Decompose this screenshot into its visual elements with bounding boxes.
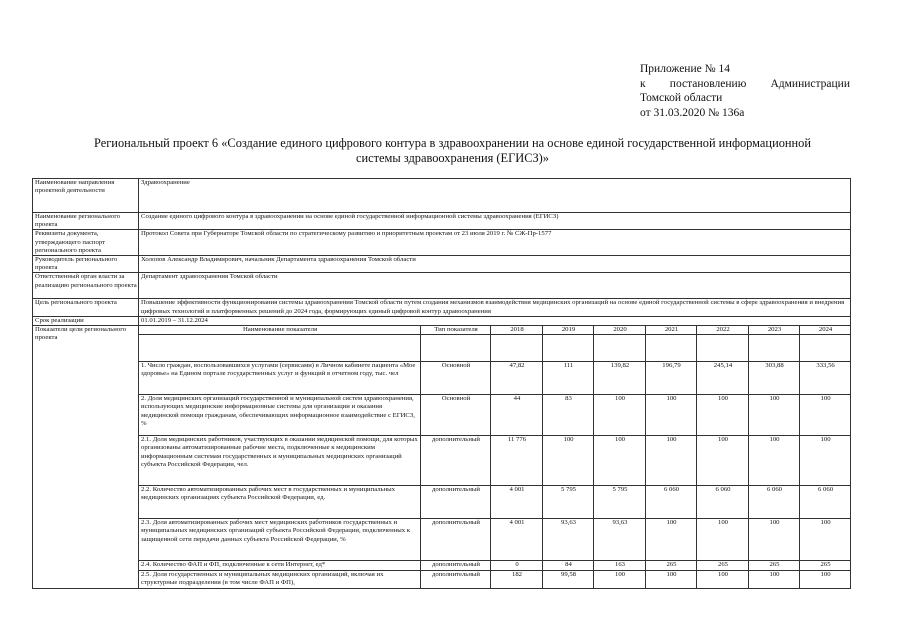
indicator-name: 2.3. Доля автоматизированных рабочих мест медицинских работников государственных и муниципальных медицинских организаций субъекта Российской Федерации, подключенных к защищенной сети передачи данных субъекта Российской Федерации, % bbox=[139, 519, 421, 561]
indicator-value: 100 bbox=[543, 436, 594, 486]
indicator-value: 265 bbox=[646, 561, 697, 571]
indicator-value: 6 060 bbox=[697, 486, 749, 519]
indicator-value: 93,63 bbox=[543, 519, 594, 561]
indicator-value: 47,82 bbox=[491, 362, 543, 395]
passport-row bbox=[33, 316, 851, 325]
year-header: 2020 bbox=[594, 326, 646, 335]
appendix-word-k: к bbox=[640, 77, 646, 90]
indicator-value: 84 bbox=[543, 561, 594, 571]
passport-row-label: Ответственный орган власти за реализацию регионального проекта bbox=[33, 273, 139, 299]
indicator-name: 2. Доля медицинских организаций государственной и муниципальной систем здравоохранения, использующих медицинские информационные системы для организации и оказания медицинской помощи гражданам, обеспечивающих информационное взаимодействие с ЕГИСЗ, % bbox=[139, 395, 421, 436]
passport-row-value: Создание единого цифрового контура в здравоохранении на основе единой государственной информационной системы здравоохранения (ЕГИСЗ) bbox=[139, 213, 851, 230]
indicator-value: 100 bbox=[800, 436, 851, 486]
appendix-word-administration: Администрации bbox=[770, 77, 850, 90]
empty-cell bbox=[421, 335, 491, 362]
passport-row-value: Холопов Александр Владимирович, начальник Департамента здравоохранения Томской области bbox=[139, 256, 851, 273]
indicator-type: дополнительный bbox=[421, 436, 491, 486]
document-title-line-2: системы здравоохранения (ЕГИСЗ)» bbox=[355, 151, 549, 165]
indicator-value: 111 bbox=[543, 362, 594, 395]
indicator-type: дополнительный bbox=[421, 571, 491, 589]
passport-row-label: Наименование направления проектной деятельности bbox=[33, 179, 139, 213]
passport-row bbox=[33, 213, 851, 230]
indicator-value: 100 bbox=[697, 436, 749, 486]
indicator-type: дополнительный bbox=[421, 561, 491, 571]
indicator-value: 99,58 bbox=[543, 571, 594, 589]
indicator-value: 100 bbox=[594, 436, 646, 486]
indicator-value: 163 bbox=[594, 561, 646, 571]
indicator-value: 5 795 bbox=[543, 486, 594, 519]
indicator-value: 100 bbox=[646, 395, 697, 436]
year-header: 2023 bbox=[749, 326, 800, 335]
indicator-type: дополнительный bbox=[421, 486, 491, 519]
indicator-value: 265 bbox=[800, 561, 851, 571]
indicator-value: 100 bbox=[594, 571, 646, 589]
indicator-row bbox=[33, 519, 851, 561]
indicator-value: 100 bbox=[800, 571, 851, 589]
year-header: 2019 bbox=[543, 326, 594, 335]
indicator-value: 11 776 bbox=[491, 436, 543, 486]
indicator-value: 93,63 bbox=[594, 519, 646, 561]
indicator-name: 2.2. Количество автоматизированных рабочих мест в государственных и муниципальных медицинских организациях субъекта Российской Федерации, ед. bbox=[139, 486, 421, 519]
appendix-number: Приложение № 14 bbox=[640, 63, 730, 75]
empty-cell bbox=[594, 335, 646, 362]
appendix-word-resolution: постановлению bbox=[669, 77, 747, 90]
indicator-value: 83 bbox=[543, 395, 594, 436]
passport-row bbox=[33, 230, 851, 256]
passport-row bbox=[33, 179, 851, 213]
indicator-value: 6 060 bbox=[749, 486, 800, 519]
empty-cell bbox=[646, 335, 697, 362]
year-header: 2021 bbox=[646, 326, 697, 335]
indicators-section-label: Показатели цели регионального проекта bbox=[33, 326, 139, 589]
indicator-value: 182 bbox=[491, 571, 543, 589]
indicator-row bbox=[33, 561, 851, 571]
year-header: 2022 bbox=[697, 326, 749, 335]
indicator-value: 196,79 bbox=[646, 362, 697, 395]
indicator-header-row bbox=[33, 326, 851, 335]
appendix-region: Томской области bbox=[640, 92, 723, 104]
empty-cell bbox=[543, 335, 594, 362]
passport-row-label: Руководитель регионального проекта bbox=[33, 256, 139, 273]
passport-row-label: Реквизиты документа, утверждающего паспорт регионального проекта bbox=[33, 230, 139, 256]
project-passport-body bbox=[33, 179, 851, 589]
indicator-type: Основной bbox=[421, 362, 491, 395]
passport-row-label: Цель регионального проекта bbox=[33, 299, 139, 316]
passport-row-value: Протокол Совета при Губернаторе Томской области по стратегическому развитию и приоритетным проектам от 23 июля 2019 г. № СЖ-Пр-1577 bbox=[139, 230, 851, 256]
indicator-value: 100 bbox=[697, 571, 749, 589]
indicator-value: 100 bbox=[800, 395, 851, 436]
indicator-value: 265 bbox=[749, 561, 800, 571]
empty-cell bbox=[697, 335, 749, 362]
empty-cell bbox=[749, 335, 800, 362]
indicator-name: 1. Число граждан, воспользовавшихся услугами (сервисами) в Личном кабинете пациента «Мое здоровье» на Едином портале государственных услуг и функций в отчетном году, тыс. чел bbox=[139, 362, 421, 395]
passport-row-value: 01.01.2019 – 31.12.2024 bbox=[139, 316, 851, 325]
empty-cell bbox=[139, 335, 421, 362]
indicator-value: 6 060 bbox=[800, 486, 851, 519]
indicator-name-header: Наименование показателя bbox=[139, 326, 421, 335]
appendix-block bbox=[640, 62, 850, 120]
appendix-resolution-line bbox=[640, 77, 850, 92]
indicator-value: 100 bbox=[749, 436, 800, 486]
indicator-value: 6 060 bbox=[646, 486, 697, 519]
empty-cell bbox=[800, 335, 851, 362]
indicator-value: 100 bbox=[646, 571, 697, 589]
indicator-row bbox=[33, 362, 851, 395]
passport-row bbox=[33, 256, 851, 273]
passport-row-label: Срок реализации bbox=[33, 316, 139, 325]
passport-row-value: Здравоохранение bbox=[139, 179, 851, 213]
indicator-value: 100 bbox=[749, 395, 800, 436]
indicator-value: 100 bbox=[646, 519, 697, 561]
empty-cell bbox=[491, 335, 543, 362]
indicator-header-spacer-row bbox=[33, 335, 851, 362]
indicator-type: Основной bbox=[421, 395, 491, 436]
indicator-value: 100 bbox=[697, 519, 749, 561]
passport-row bbox=[33, 299, 851, 316]
indicator-value: 5 795 bbox=[594, 486, 646, 519]
passport-row-value: Повышение эффективности функционирования системы здравоохранения Томской области путем создания механизмов взаимодействия медицинских организаций на основе единой государственной системы в сфере здравоохранения и внедрения цифровых технологий и платформенных решений до 2024 года, формирующих единый цифровой контур здравоохранения bbox=[139, 299, 851, 316]
indicator-value: 44 bbox=[491, 395, 543, 436]
indicator-value: 100 bbox=[697, 395, 749, 436]
year-header: 2024 bbox=[800, 326, 851, 335]
project-passport-table bbox=[32, 178, 851, 589]
indicator-name: 2.1. Доля медицинских работников, участвующих в оказании медицинской помощи, для которых организованы автоматизированные рабочие места, подключенные к медицинским информационным системам государственных и муниципальных медицинских организаций субъекта Российской Федерации, чел. bbox=[139, 436, 421, 486]
document-title-line-1: Региональный проект 6 «Создание единого цифрового контура в здравоохранении на основе единой государственной информационной bbox=[94, 136, 811, 150]
indicator-value: 4 001 bbox=[491, 519, 543, 561]
indicator-value: 100 bbox=[749, 519, 800, 561]
indicator-value: 245,14 bbox=[697, 362, 749, 395]
indicator-value: 139,82 bbox=[594, 362, 646, 395]
document-title bbox=[40, 136, 865, 166]
indicator-value: 100 bbox=[646, 436, 697, 486]
indicator-row bbox=[33, 436, 851, 486]
indicator-row bbox=[33, 571, 851, 589]
indicator-name: 2.5. Доля государственных и муниципальных медицинских организаций, включая их структурные подразделения (в том числе ФАП и ФП), bbox=[139, 571, 421, 589]
passport-row-label: Наименование регионального проекта bbox=[33, 213, 139, 230]
indicator-value: 100 bbox=[594, 395, 646, 436]
indicator-type: дополнительный bbox=[421, 519, 491, 561]
appendix-date: от 31.03.2020 № 136а bbox=[640, 106, 745, 119]
indicator-value: 4 001 bbox=[491, 486, 543, 519]
indicator-name: 2.4. Количество ФАП и ФП, подключенные к сети Интернет, ед* bbox=[139, 561, 421, 571]
indicator-row bbox=[33, 395, 851, 436]
indicator-value: 100 bbox=[800, 519, 851, 561]
indicator-type-header: Тип показателя bbox=[421, 326, 491, 335]
indicator-value: 265 bbox=[697, 561, 749, 571]
indicator-value: 333,56 bbox=[800, 362, 851, 395]
passport-row-value: Департамент здравоохранения Томской области bbox=[139, 273, 851, 299]
passport-row bbox=[33, 273, 851, 299]
indicator-value: 100 bbox=[749, 571, 800, 589]
indicator-row bbox=[33, 486, 851, 519]
indicator-value: 0 bbox=[491, 561, 543, 571]
year-header: 2018 bbox=[491, 326, 543, 335]
indicator-value: 303,88 bbox=[749, 362, 800, 395]
